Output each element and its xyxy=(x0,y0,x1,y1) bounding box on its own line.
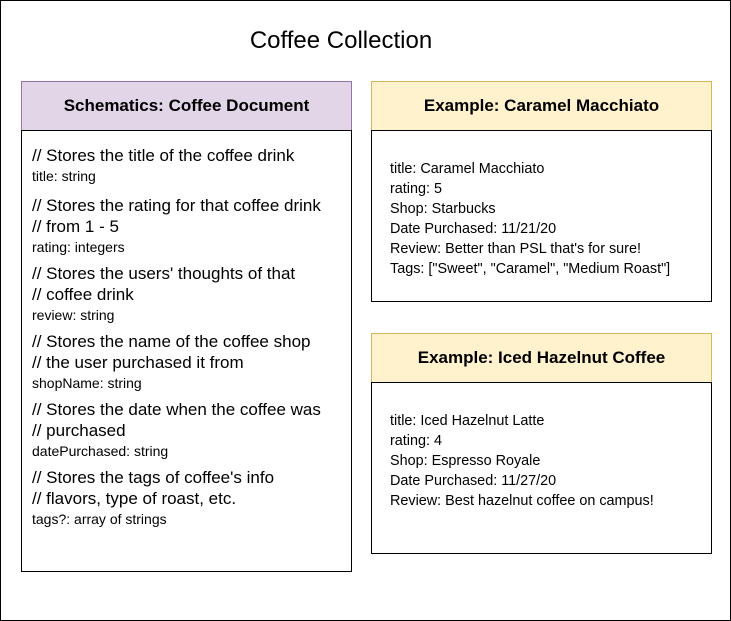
example-line: title: Caramel Macchiato xyxy=(390,161,545,177)
field-comment: // Stores the tags of coffee's info xyxy=(32,468,275,487)
field-comment: // Stores the date when the coffee was xyxy=(32,400,321,419)
example-line: Shop: Espresso Royale xyxy=(390,453,541,469)
schema-header: Schematics: Coffee Document xyxy=(21,81,352,131)
example-line: rating: 5 xyxy=(390,181,442,197)
schema-field-datepurchased xyxy=(32,399,343,460)
field-declaration: review: string xyxy=(32,307,115,323)
schema-field-rating xyxy=(32,195,343,256)
example-hazelnut-header: Example: Iced Hazelnut Coffee xyxy=(371,333,712,383)
example-line: Tags: ["Sweet", "Caramel", "Medium Roast"] xyxy=(390,261,671,277)
schema-body xyxy=(21,130,352,572)
example-caramel-header: Example: Caramel Macchiato xyxy=(371,81,712,131)
field-comment: // flavors, type of roast, etc. xyxy=(32,489,237,508)
field-comment: // coffee drink xyxy=(32,285,134,304)
field-comment: // Stores the title of the coffee drink xyxy=(32,146,295,165)
example-line: Shop: Starbucks xyxy=(390,201,496,217)
field-comment: // Stores the rating for that coffee drink xyxy=(32,196,321,215)
example-line: Review: Better than PSL that's for sure! xyxy=(390,241,641,257)
field-comment: // purchased xyxy=(32,421,126,440)
field-comment: // Stores the name of the coffee shop xyxy=(32,332,311,351)
example-caramel-body xyxy=(371,130,712,302)
example-line: title: Iced Hazelnut Latte xyxy=(390,413,545,429)
schema-field-title xyxy=(32,145,343,185)
field-declaration: datePurchased: string xyxy=(32,443,169,459)
field-declaration: tags?: array of strings xyxy=(32,511,167,527)
field-declaration: title: string xyxy=(32,168,96,184)
example-hazelnut-body xyxy=(371,382,712,554)
example-hazelnut-lines xyxy=(390,411,707,511)
example-caramel-lines xyxy=(390,159,707,279)
field-declaration: shopName: string xyxy=(32,375,142,391)
schema-field-review xyxy=(32,263,343,324)
field-comment: // from 1 - 5 xyxy=(32,217,119,236)
example-line: Date Purchased: 11/21/20 xyxy=(390,221,557,237)
field-comment: // Stores the users' thoughts of that xyxy=(32,264,296,283)
schema-field-tags xyxy=(32,467,343,528)
example-line: Date Purchased: 11/27/20 xyxy=(390,473,557,489)
example-line: rating: 4 xyxy=(390,433,442,449)
diagram-title: Coffee Collection xyxy=(249,27,433,54)
field-declaration: rating: integers xyxy=(32,239,125,255)
schema-field-shopname xyxy=(32,331,343,392)
schema-field-list xyxy=(32,145,343,535)
field-comment: // the user purchased it from xyxy=(32,353,244,372)
example-line: Review: Best hazelnut coffee on campus! xyxy=(390,493,654,509)
